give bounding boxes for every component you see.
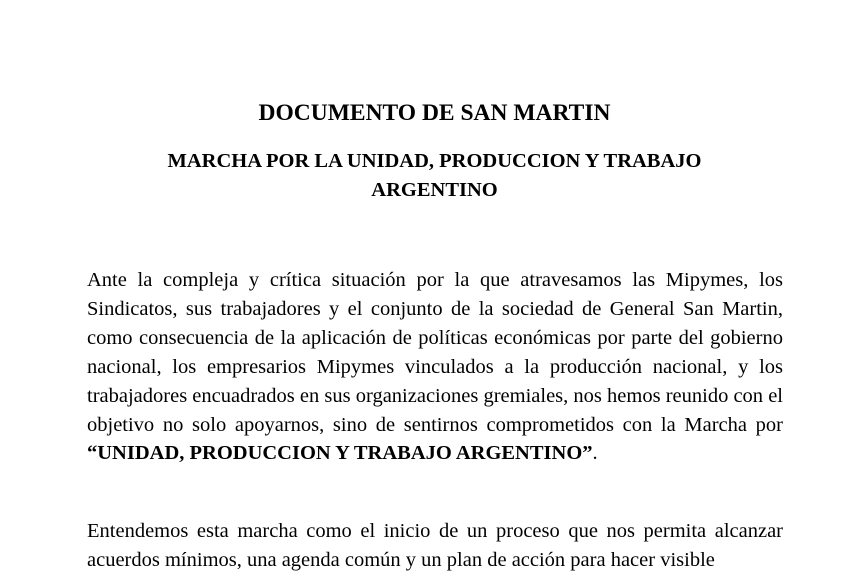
paragraph-2-text: Entendemos esta marcha como el inicio de un proceso que nos permita alcanzar acuerdos mínimos, una agenda común y un plan de acción para hacer visible — [87, 520, 783, 571]
body-paragraph-2 — [87, 517, 783, 575]
paragraph-1-emphasis: “UNIDAD, PRODUCCION Y TRABAJO ARGENTINO” — [87, 442, 593, 465]
paragraph-1-text: Ante la compleja y crítica situación por la que atravesamos las Mipymes, los Sindicatos, sus trabajadores y el conjunto de la sociedad de General San Martin, como consecuencia de la aplicación de políticas económicas por parte del gobierno nacional, los empresarios Mipymes vinculados a la producción nacional, y los trabajadores encuadrados en sus organizaciones gremiales, nos hemos reunido con el objetivo no solo apoyarnos, sino de sentirnos comprometidos con la Marcha por — [87, 269, 783, 436]
document-subtitle: MARCHA POR LA UNIDAD, PRODUCCION Y TRABAJO ARGENTINO — [167, 150, 702, 201]
document-title: DOCUMENTO DE SAN MARTIN — [258, 100, 611, 126]
body-paragraph-1 — [87, 266, 783, 468]
paragraph-1-tail: . — [592, 442, 598, 465]
